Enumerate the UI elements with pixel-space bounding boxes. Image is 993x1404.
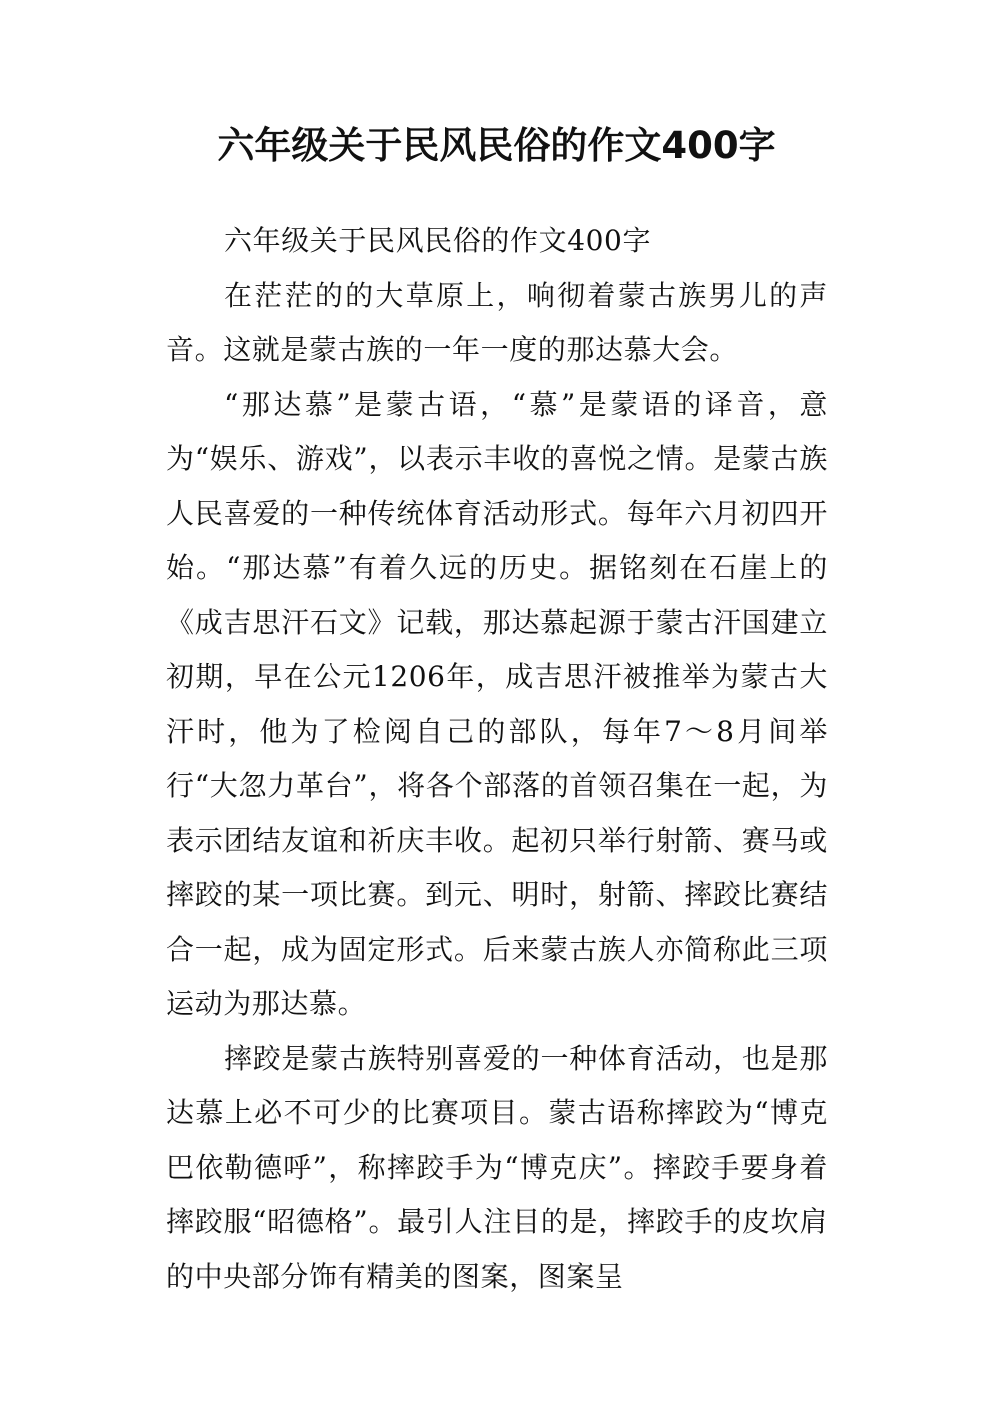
document-body	[166, 214, 828, 1304]
document-title: 六年级关于民风民俗的作文400字	[217, 124, 776, 167]
paragraph-subtitle: 六年级关于民风民俗的作文400字	[224, 224, 652, 257]
paragraph-2: “那达慕”是蒙古语，“慕”是蒙语的译音，意为“娱乐、游戏”，以表示丰收的喜悦之情。是蒙古族人民喜爱的一种传统体育活动形式。每年六月初四开始。“那达慕”有着久远的历史。据铭刻在石崖上的《成吉思汗石文》记载，那达慕起源于蒙古汗国建立初期，早在公元1206年，成吉思汗被推举为蒙古大汗时，他为了检阅自己的部队，每年7～8月间举行“大忽力革台”，将各个部落的首领召集在一起，为表示团结友谊和祈庆丰收。起初只举行射箭、赛马或摔跤的某一项比赛。到元、明时，射箭、摔跤比赛结合一起，成为固定形式。后来蒙古族人亦简称此三项运动为那达慕。	[166, 387, 828, 1020]
paragraph-3: 摔跤是蒙古族特别喜爱的一种体育活动，也是那达慕上必不可少的比赛项目。蒙古语称摔跤为“博克巴依勒德呼”，称摔跤手为“博克庆”。摔跤手要身着摔跤服“昭德格”。最引人注目的是，摔跤手的皮坎肩的中央部分饰有精美的图案，图案呈	[166, 1041, 828, 1293]
paragraph-1: 在茫茫的的大草原上，响彻着蒙古族男儿的声音。这就是蒙古族的一年一度的那达慕大会。	[166, 278, 828, 366]
